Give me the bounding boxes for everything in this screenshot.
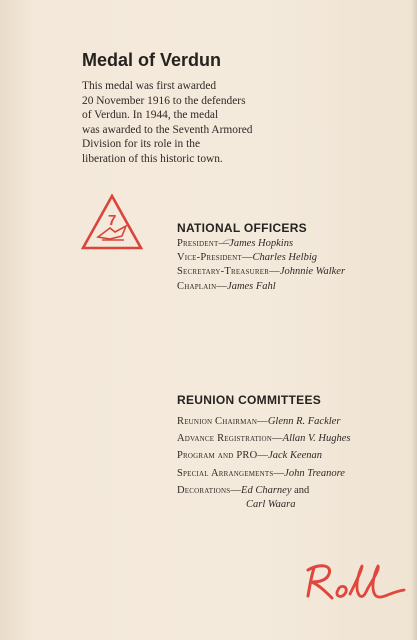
officer-row: Chaplain—James Fahl	[177, 280, 276, 292]
seventh-armored-division-icon	[80, 193, 144, 251]
division-number: 7	[108, 212, 117, 229]
committee-row: Decorations—Ed Charney and	[177, 484, 310, 496]
intro-line: Division for its role in the	[82, 138, 201, 151]
page-edge-shadow	[411, 0, 417, 640]
committee-row: Advance Registration—Allan V. Hughes	[177, 433, 351, 445]
national-officers-list	[177, 237, 345, 294]
national-officers-heading: NATIONAL OFFICERS	[177, 221, 307, 235]
officer-row: President—James Hopkins	[177, 238, 294, 249]
reunion-committees-heading: REUNION COMMITTEES	[177, 393, 322, 407]
page-title: Medal of Verdun	[82, 50, 222, 70]
intro-line: This medal was first awarded	[82, 80, 217, 92]
intro-line: was awarded to the Seventh Armored	[82, 123, 253, 136]
reunion-committees-list	[177, 413, 350, 511]
intro-paragraph	[82, 79, 282, 167]
intro-line: 20 November 1916 to the defenders	[82, 94, 246, 107]
committee-row-continuation: Carl Waara	[246, 499, 296, 511]
committee-row: Reunion Chairman—Glenn R. Fackler	[177, 416, 341, 427]
officer-row: Secretary-Treasurer—Johnnie Walker	[177, 266, 346, 278]
roll-signature-icon	[300, 560, 410, 604]
officer-row: Vice-President—Charles Helbig	[177, 252, 317, 264]
committee-row: Special Arrangements—John Treanore	[177, 467, 345, 479]
intro-line: liberation of this historic town.	[82, 152, 223, 165]
committee-row: Program and PRO—Jack Keenan	[177, 450, 323, 462]
intro-line: of Verdun. In 1944, the medal	[82, 109, 219, 122]
